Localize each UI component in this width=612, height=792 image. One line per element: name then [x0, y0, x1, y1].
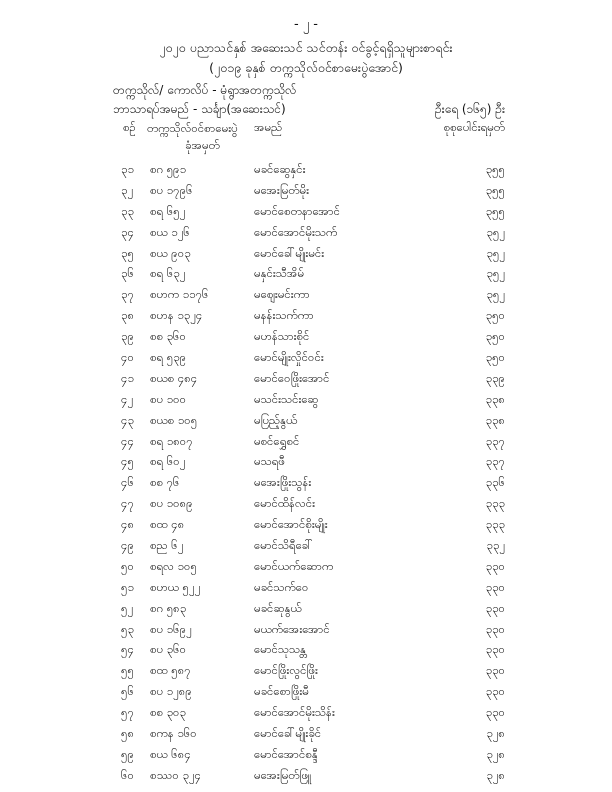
cell-serial: ၃၁: [121, 162, 134, 176]
table-row: [0, 204, 612, 225]
cell-roll-number: စဟက ၁၁၇၆: [150, 287, 209, 302]
cell-name: မသရဖီ: [254, 454, 285, 469]
cell-serial: ၄၃: [121, 412, 134, 427]
cell-name: မဈေးမင်းကာ: [254, 287, 310, 302]
cell-roll-number: စယစ ၁၀၅: [150, 412, 198, 427]
cell-roll-number: စရ ၆၅၂: [150, 203, 186, 218]
cell-roll-number: စစ ၃၆၀: [150, 329, 186, 344]
cell-serial: ၅၇: [121, 705, 134, 720]
cell-roll-number: စဟယ ၅၂၂: [150, 579, 201, 594]
cell-roll-number: စည ၆၂: [150, 538, 184, 553]
cell-roll-number: စယ ၁၂၆: [150, 224, 190, 239]
cell-name: မစင်ရွှေစင်: [254, 433, 300, 448]
cell-roll-number: စရ ၆၃၂: [150, 266, 186, 281]
cell-serial: ၄၆: [121, 475, 134, 490]
header-roll-line1: တက္ကသိုလ်ဝင်စာမေးပွဲ: [147, 121, 238, 135]
cell-total-mark: ၃၅၂: [486, 266, 505, 281]
cell-roll-number: စဂ ၅၈၃: [150, 600, 187, 615]
cell-serial: ၃၅: [121, 245, 134, 260]
cell-total-mark: ၃၃၃: [485, 496, 505, 511]
cell-total-mark: ၃၅၅: [485, 162, 505, 176]
cell-name: မောင်အောင်မိုးသိန်း: [254, 705, 335, 720]
cell-serial: ၅၆: [121, 684, 134, 699]
cell-total-mark: ၃၃၀: [485, 558, 505, 573]
cell-total-mark: ၃၃၉: [485, 370, 505, 385]
cell-serial: ၅၃: [121, 621, 134, 636]
cell-roll-number: စဟန ၁၃၂၄: [150, 308, 203, 323]
cell-total-mark: ၃၃၀: [485, 684, 505, 699]
cell-name: မအေးမြတ်ဖြူ: [254, 767, 312, 782]
cell-name: မောင်ဖြိုးလွင်ဖြိုး: [254, 663, 318, 678]
cell-name: မောင်ခေါ်မျိုးခိုင်: [254, 726, 322, 741]
cell-name: မယက်အေးအောင်: [254, 621, 330, 636]
table-row: [0, 517, 612, 538]
cell-roll-number: စရ ၁၈၀၇: [150, 433, 193, 448]
table-row: [0, 747, 612, 768]
cell-total-mark: ၃၃၀: [485, 579, 505, 594]
cell-total-mark: ၃၃၇: [485, 433, 505, 448]
cell-name: မအေးမြတ်မိုး: [254, 182, 310, 197]
cell-serial: ၄၁: [121, 370, 134, 385]
header-total-mark: စုစုပေါင်းရမှတ်: [443, 120, 505, 134]
cell-total-mark: ၃၃၈: [485, 391, 505, 406]
table-row: [0, 162, 612, 183]
cell-serial: ၃၃: [121, 203, 134, 218]
cell-name: မောင်စေတနာအောင်: [254, 203, 340, 218]
cell-serial: ၄၇: [121, 496, 134, 511]
cell-serial: ၅၄: [121, 642, 134, 657]
cell-serial: ၄၈: [121, 517, 135, 532]
cell-total-mark: ၃၅၀: [485, 329, 505, 344]
cell-total-mark: ၃၃၇: [485, 454, 505, 469]
cell-total-mark: ၃၃၈: [485, 412, 505, 427]
cell-name: မောင်အောင်စန္ဒီ: [254, 746, 318, 761]
table-row: [0, 287, 612, 308]
table-row: [0, 538, 612, 559]
cell-serial: ၄၄: [121, 433, 134, 448]
cell-name: မသင်းသင်းဆွေ: [254, 391, 319, 406]
cell-serial: ၄၀: [121, 350, 134, 365]
cell-roll-number: စပ ၁၂၈၉: [150, 684, 192, 699]
cell-total-mark: ၃၃၆: [485, 475, 505, 490]
cell-total-mark: ၃၅၅: [485, 203, 505, 218]
table-row: [0, 559, 612, 580]
cell-name: မအေးဖြိုးသွန်း: [254, 475, 312, 490]
cell-name: မောင်သုသန္တ: [254, 642, 307, 657]
table-row: [0, 225, 612, 246]
cell-serial: ၄၉: [121, 538, 134, 553]
cell-name: မခင်ဆုနွယ်: [254, 600, 302, 615]
cell-roll-number: စယစ ၄၈၄: [150, 370, 198, 385]
cell-total-mark: ၃၅၂: [486, 245, 505, 260]
cell-total-mark: ၃၅၀: [485, 350, 505, 365]
cell-total-mark: ၃၅၂: [486, 224, 505, 239]
cell-serial: ၃၆: [121, 266, 134, 281]
cell-total-mark: ၃၃၀: [485, 642, 505, 657]
table-row: [0, 475, 612, 496]
header-name: အမည်: [254, 120, 283, 134]
cell-total-mark: ၃၃၀: [485, 621, 505, 636]
cell-name: မောင်ခေါ်မျိုးမင်း: [254, 245, 325, 260]
cell-total-mark: ၃၃၃: [485, 517, 505, 532]
cell-roll-number: စပ ၁၀၈၉: [150, 496, 193, 511]
table-row: [0, 413, 612, 434]
table-row: [0, 308, 612, 329]
cell-roll-number: စပ ၃၆၀: [150, 642, 187, 657]
table-row: [0, 622, 612, 643]
cell-name: မနန်းသက်ကာ: [254, 308, 314, 323]
cell-roll-number: စဂ ၅၉၁: [150, 162, 187, 176]
table-row: [0, 454, 612, 475]
cell-serial: ၃၂: [121, 182, 134, 197]
header-roll-line2: ခုံအမှတ်: [185, 138, 220, 152]
cell-serial: ၄၂: [121, 391, 134, 406]
cell-total-mark: ၃၃၀: [485, 600, 505, 615]
table-row: [0, 642, 612, 663]
cell-serial: ၃၉: [121, 329, 134, 344]
table-row: [0, 705, 612, 726]
cell-name: မခင်သက်ဝေ: [254, 579, 309, 594]
table-row: [0, 768, 612, 789]
cell-roll-number: စယ ၆၈၄: [150, 746, 191, 761]
cell-name: မောင်ဝေဖြိုးအောင်: [254, 370, 330, 385]
cell-total-mark: ၃၂၈: [486, 726, 505, 741]
cell-serial: ၅၀: [121, 558, 134, 573]
cell-serial: ၃၈: [121, 308, 135, 323]
cell-roll-number: စရလ ၁၀၅: [150, 558, 197, 573]
cell-name: မောင်မျိုးလှိုင်ဝင်း: [254, 350, 324, 365]
headcount-label: ဦးရေ (၁၆၅) ဦး: [434, 102, 505, 116]
cell-total-mark: ၃၃၂: [486, 538, 505, 553]
cell-roll-number: စကန ၁၆၀: [150, 726, 197, 741]
cell-total-mark: ၃၂၈: [486, 746, 505, 761]
table-row: [0, 663, 612, 684]
subject-label: ဘာသာရပ်အမည် - သင်္ချာ(အဆေးသင်): [113, 102, 286, 116]
cell-total-mark: ၃၂၈: [486, 767, 505, 782]
table-row: [0, 434, 612, 455]
cell-roll-number: စဿ၀ ၃၂၄: [150, 767, 202, 782]
header-roll-number: [147, 120, 238, 154]
table-row: [0, 266, 612, 287]
document-subtitle: (၂၀၁၉ ခုနှစ် တက္ကသိုလ်ဝင်စာမေးပွဲအောင်): [209, 60, 403, 75]
cell-roll-number: စထ ၄၈: [150, 517, 185, 532]
cell-roll-number: စရ ၆၀၂: [150, 454, 186, 469]
cell-total-mark: ၃၅၂: [486, 287, 505, 302]
table-row: [0, 246, 612, 267]
table-row: [0, 350, 612, 371]
cell-name: မောင်ယက်ဆောက: [254, 558, 334, 573]
table-row: [0, 392, 612, 413]
cell-roll-number: စထ ၅၈၇: [150, 663, 191, 678]
cell-serial: ၅၈: [121, 726, 135, 741]
cell-name: မပြည့်နွယ်: [254, 412, 298, 427]
table-row: [0, 601, 612, 622]
cell-serial: ၆၀: [121, 767, 134, 782]
table-header: [0, 120, 612, 156]
cell-total-mark: ၃၅၀: [485, 308, 505, 323]
table-row: [0, 684, 612, 705]
cell-serial: ၅၂: [121, 600, 134, 615]
table-row: [0, 371, 612, 392]
cell-roll-number: စရ ၅၃၉: [150, 350, 187, 365]
table-row: [0, 580, 612, 601]
cell-name: မခင်စောဖြိုးမီ: [254, 684, 309, 699]
cell-roll-number: စပ ၁၇၉၆: [150, 182, 193, 197]
cell-serial: ၃၇: [121, 287, 134, 302]
page-number: - ၂ -: [293, 17, 319, 32]
cell-roll-number: စယ ၉၀၃: [150, 245, 191, 260]
cell-roll-number: စပ ၁၆၉၂: [150, 621, 192, 636]
cell-serial: ၄၅: [121, 454, 134, 469]
table-body: [0, 162, 612, 789]
cell-serial: ၅၉: [121, 746, 134, 761]
cell-name: မောင်အောင်မိုးသက်: [254, 224, 338, 239]
cell-total-mark: ၃၅၅: [485, 182, 505, 197]
cell-roll-number: စစ ၃၀၃: [150, 705, 186, 720]
cell-name: မောင်သိရီခေါ်: [254, 538, 314, 553]
header-serial: စဉ်: [123, 120, 136, 134]
cell-serial: ၃၄: [121, 224, 134, 239]
table-row: [0, 726, 612, 747]
table-row: [0, 183, 612, 204]
table-row: [0, 329, 612, 350]
cell-name: မောင်အောင်စိုးမျိုး: [254, 517, 328, 532]
cell-name: မောင်ထိန်လင်း: [254, 496, 316, 511]
cell-serial: ၅၅: [121, 663, 134, 678]
cell-name: မဟန်သားစိုင်: [254, 329, 310, 344]
document-title: ၂၀၂၀ ပညာသင်နှစ် အဆေးသင် သင်တန်း ဝင်ခွင့်ရရှိသူများစာရင်း: [159, 40, 453, 55]
cell-total-mark: ၃၃၀: [485, 705, 505, 720]
cell-roll-number: စပ ၁၀၀: [150, 391, 187, 406]
cell-name: မခင်ဆွေနှင်း: [254, 162, 306, 176]
cell-name: မနှင်းသီအိမ်: [254, 266, 305, 281]
cell-roll-number: စစ ၇၆: [150, 475, 180, 490]
university-label: တက္ကသိုလ်/ ကောလိပ် - မုံရွာအတက္ကသိုလ်: [113, 83, 297, 97]
cell-serial: ၅၁: [121, 579, 134, 594]
cell-total-mark: ၃၃၀: [485, 663, 505, 678]
table-row: [0, 496, 612, 517]
